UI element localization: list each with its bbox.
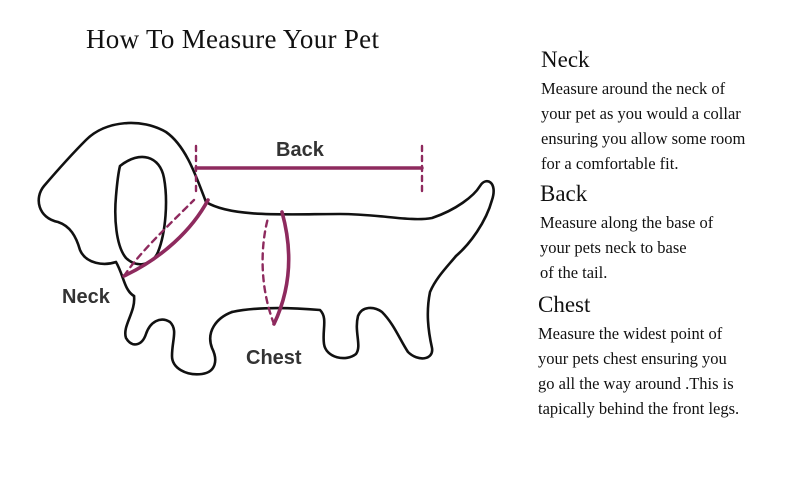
dog-rear-body [232,256,456,358]
chest-label: Chest [246,347,302,369]
neck-section-title: Neck [541,47,590,72]
back-section-text [540,210,713,285]
neck-label: Neck [62,286,110,308]
chest-text-line: go all the way around .This is [538,374,734,393]
back-text-line: of the tail. [540,263,608,282]
chest-section-text [538,321,739,421]
back-text-line: Measure along the base of [540,213,714,232]
neck-text-line: for a comfortable fit. [541,154,679,173]
neck-text-line: Measure around the neck of [541,79,726,98]
dog-back-tail [206,181,494,256]
chest-text-line: Measure the widest point of [538,324,723,343]
neck-text-line: ensuring you allow some room [541,129,746,148]
dog-front-leg [125,296,232,374]
dog-head [39,123,206,296]
page-title: How To Measure Your Pet [86,24,380,54]
neck-text-line: your pet as you would a collar [541,104,741,123]
neck-section-text [541,76,745,176]
back-label: Back [276,139,324,161]
back-section-title: Back [540,181,588,206]
back-section [540,180,713,285]
neck-section [541,46,745,176]
dog-outline [39,123,494,374]
back-text-line: your pets neck to base [540,238,687,257]
chest-text-line: your pets chest ensuring you [538,349,727,368]
dog-ear [115,157,166,264]
chest-text-line: tapically behind the front legs. [538,399,740,418]
chest-section [538,291,739,421]
chest-section-title: Chest [538,292,591,317]
